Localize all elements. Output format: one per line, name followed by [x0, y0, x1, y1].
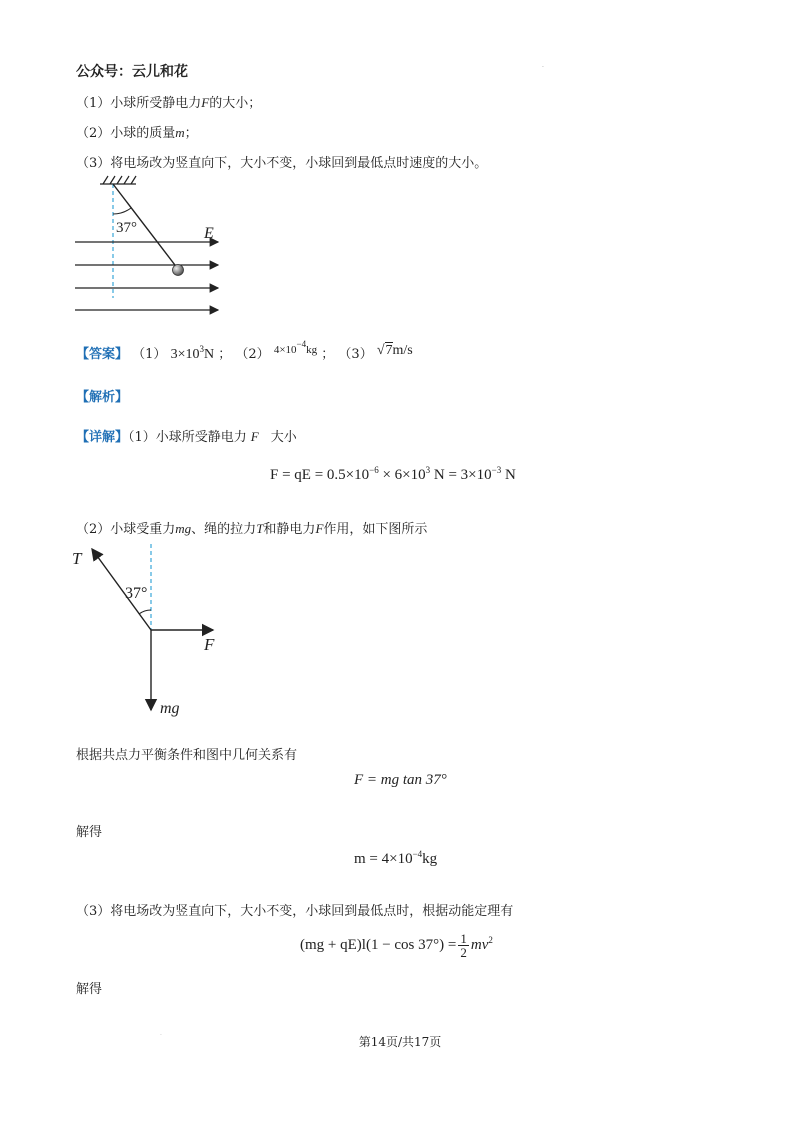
pendulum-field-figure [70, 170, 230, 315]
question-2: （2）小球的质量m； [76, 125, 198, 141]
question-3: （3）将电场改为竖直向下，大小不变，小球回到最低点时速度的大小。 [76, 156, 488, 171]
header-account: 公众号：云儿和花 [76, 64, 188, 80]
angle-arc [139, 610, 151, 614]
analysis-tag: 【解析】 [76, 390, 129, 405]
answer-tag: 【答案】 [76, 347, 129, 362]
part-2-line: （2）小球受重力mg、绳的拉力T和静电力F作用，如下图所示 [76, 521, 428, 537]
solve-text-2: 解得 [76, 982, 103, 997]
equation-1: F = qE = $0.5\times 10^{-6} \times 6\times 10^3$ $N = 3\times 10^{-3}$ N [270, 465, 516, 483]
tension-label: T [72, 549, 82, 568]
field-lines [75, 242, 218, 310]
angle-label: 37° [116, 220, 137, 236]
equation-3: $m = 4\times 10^{-4}kg$ [354, 849, 438, 867]
equation-4: (mg + qE)l(1 − cos 37°) = $\frac{1}{2}$ $mv^2$ [300, 931, 493, 960]
answer-line: 【答案】 （1） $3\times 10^3N$ ； （2） $^{4\times 10^{-4}kg}$ ； （3） √7m/s [76, 339, 413, 362]
balance-text: 根据共点力平衡条件和图中几何关系有 [76, 748, 298, 763]
detail-line: 【详解】（1）小球所受静电力 F 大小 [76, 429, 297, 445]
angle-label: 37° [125, 585, 148, 602]
ball [173, 265, 184, 276]
angle-arc [113, 208, 131, 214]
page-footer: 第14页/共17页 [358, 1035, 442, 1049]
solve-text-1: 解得 [76, 825, 103, 840]
equation-2: F = mg tan 37° [354, 772, 447, 788]
question-1: （1）小球所受静电力F的大小； [76, 95, 262, 111]
gravity-label: mg [160, 700, 180, 717]
ceiling-hatch [100, 176, 136, 184]
force-diagram [70, 540, 240, 725]
small-dot: . [160, 1030, 162, 1037]
field-label: E [204, 225, 214, 242]
part-3-line: （3）将电场改为竖直向下，大小不变，小球回到最低点时，根据动能定理有 [76, 904, 514, 919]
force-f-label: F [204, 635, 215, 654]
corner-mark: . [542, 62, 544, 69]
